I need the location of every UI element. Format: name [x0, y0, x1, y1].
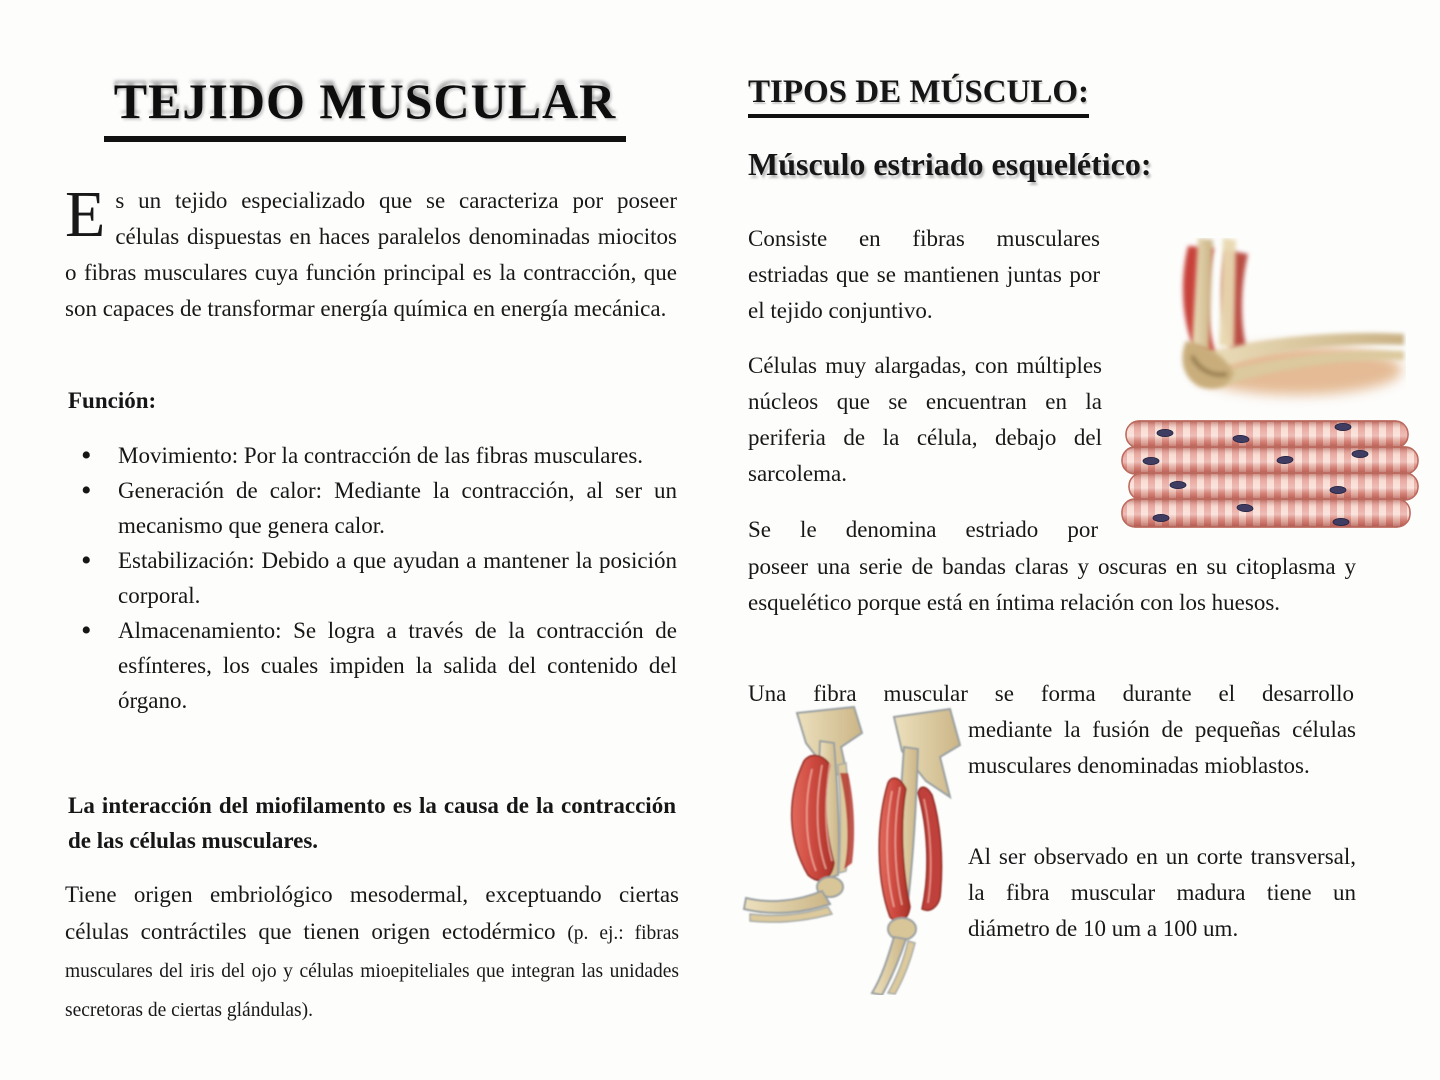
- paragraph-fibra-rest: mediante la fusión de pequeñas células musculares denominadas mioblastos.: [968, 717, 1356, 778]
- origin-main-text: Tiene origen embriológico mesodermal, exceptuando ciertas células contráctiles que tienen origen ectodérmico: [65, 882, 679, 944]
- paragraph-fibra-line1: Una fibra muscular se forma durante el desarrollo: [748, 681, 1354, 706]
- list-item-almacenamiento: • Almacenamiento: Se logra a través de la contracción de esfínteres, los cuales impiden la salida del contenido del órgano.: [65, 613, 677, 718]
- origin-paragraph: [65, 877, 679, 1029]
- striated-muscle-fibers-illustration: [1120, 418, 1420, 534]
- arm-muscles-bones-illustration: [742, 703, 980, 995]
- tipos-heading-text: TIPOS DE MÚSCULO:: [748, 74, 1089, 118]
- elbow-muscle-illustration: [1128, 238, 1406, 426]
- drop-cap: E: [65, 178, 106, 251]
- list-item-generacion-calor: • Generación de calor: Mediante la contracción, al ser un mecanismo que genera calor.: [65, 473, 677, 543]
- origin-parenthetical-text: (p. ej.: fibras musculares del iris del ojo y células mioepiteliales que integran las unidades secretoras de ciertas glándulas).: [65, 922, 679, 1021]
- paragraph-celulas: Células muy alargadas, con múltiples núcleos que se encuentran en la periferia de la célula, debajo del sarcolema.: [748, 353, 1102, 486]
- intro-text: s un tejido especializado que se caracteriza por poseer células dispuestas en haces paralelos denominadas miocitos o fibras musculares cuya función principal es la contracción, que son capaces de transformar energía química en energía mecánica.: [65, 188, 677, 321]
- paragraph-consiste: Consiste en fibras musculares estriadas que se mantienen juntas por el tejido conjuntivo.: [748, 226, 1100, 323]
- musculo-estriado-subheading: Músculo estriado esquelético:: [748, 146, 1152, 182]
- paragraph-corte: Al ser observado en un corte transversal, la fibra muscular madura tiene un diámetro de 10 um a 100 um.: [968, 844, 1356, 941]
- intro-paragraph: [65, 178, 677, 327]
- tipos-de-musculo-heading: [748, 74, 1089, 118]
- left-column-title-area: [65, 72, 665, 142]
- paragraph-denomina-rest: poseer una serie de bandas claras y oscuras en su citoplasma y esquelético porque está en íntima relación con los huesos.: [748, 554, 1356, 615]
- paragraph-denomina-line1: Se le denomina estriado por: [748, 517, 1098, 542]
- funcion-heading: Función:: [68, 388, 157, 413]
- list-item-estabilizacion: • Estabilización: Debido a que ayudan a mantener la posición corporal.: [65, 543, 677, 613]
- list-item-movimiento: • Movimiento: Por la contracción de las fibras musculares.: [65, 438, 677, 473]
- miofilamento-bold-paragraph: La interacción del miofilamento es la causa de la contracción de las células musculares.: [68, 793, 676, 853]
- funcion-list: [65, 438, 677, 718]
- page-title: TEJIDO MUSCULAR: [104, 72, 627, 142]
